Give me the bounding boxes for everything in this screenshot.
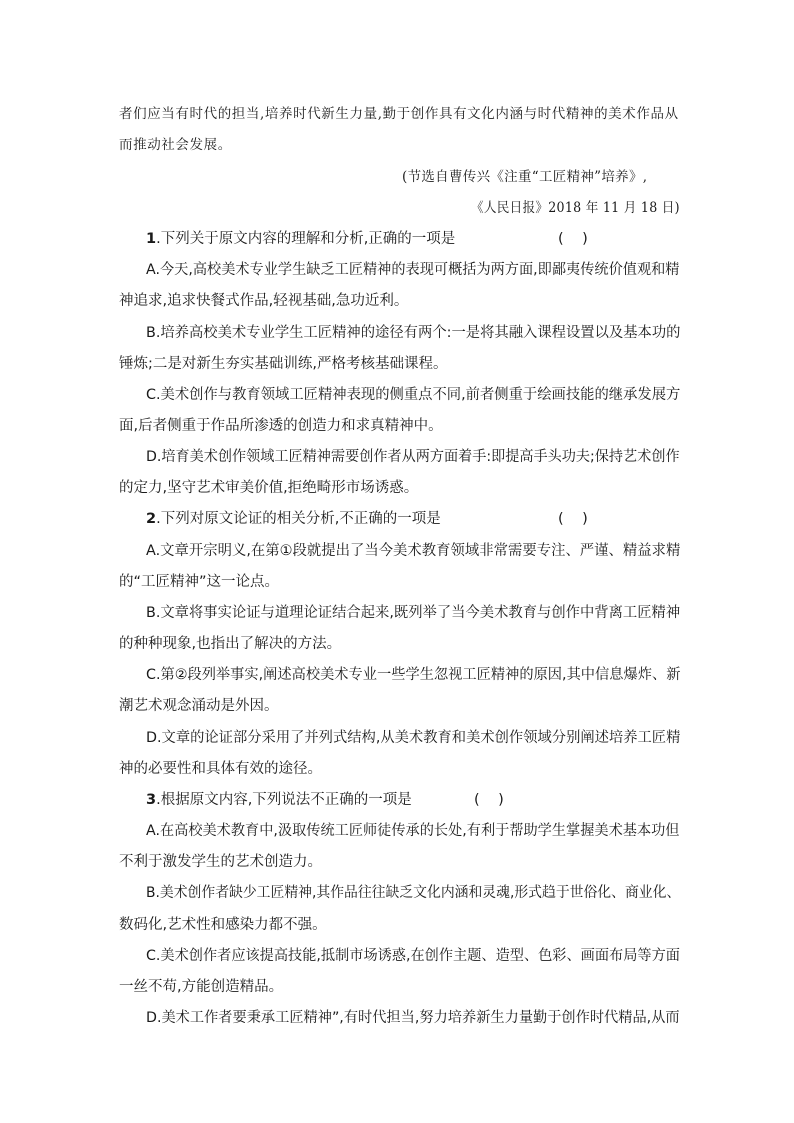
option-b: B.美术创作者缺少工匠精神,其作品往往缺乏文化内涵和灵魂,形式趋于世俗化、商业化、 — [146, 885, 681, 901]
question-text: .下列对原文论证的相关分析,不正确的一项是 — [156, 511, 441, 527]
question-number: 2 — [146, 511, 157, 527]
question-stem — [146, 229, 455, 249]
question-text: .下列关于原文内容的理解和分析,正确的一项是 — [156, 231, 456, 247]
question-stem — [146, 509, 441, 529]
option-a-cont: 不利于激发学生的艺术创造力。 — [119, 854, 322, 870]
question-number: 1 — [146, 231, 157, 247]
option-c: C.第②段列举事实,阐述高校美术专业一些学生忽视工匠精神的原因,其中信息爆炸、新 — [146, 667, 681, 683]
option-d: D.美术工作者要秉承工匠精神”,有时代担当,努力培养新生力量勤于创作时代精品,从而 — [146, 1010, 680, 1026]
passage-line: 者们应当有时代的担当,培养时代新生力量,勤于创作具有文化内涵与时代精神的美术作品从 — [119, 106, 679, 122]
question-text: .根据原文内容,下列说法不正确的一项是 — [156, 792, 412, 808]
option-c-cont: 面,后者侧重于作品所渗透的创造力和求真精神中。 — [119, 418, 443, 434]
answer-blank[interactable]: ( ) — [558, 231, 588, 247]
passage-line: 而推动社会发展。 — [119, 137, 232, 153]
option-d-cont: 的定力,坚守艺术审美价值,拒绝畸形市场诱惑。 — [119, 480, 419, 496]
option-c-cont: 一丝不苟,方能创造精品。 — [119, 979, 284, 995]
option-b: B.培养高校美术专业学生工匠精神的途径有两个:一是将其融入课程设置以及基本功的 — [146, 325, 681, 341]
source-citation: 《人民日报》2018 年 11 月 18 日) — [471, 200, 680, 216]
option-c: C.美术创作与教育领域工匠精神表现的侧重点不同,前者侧重于绘画技能的继承发展方 — [146, 387, 681, 403]
option-a-cont: 神追求,追求快餐式作品,轻视基础,急功近利。 — [119, 293, 409, 309]
option-c-cont: 潮艺术观念涌动是外因。 — [119, 698, 279, 714]
question-stem — [146, 790, 412, 810]
option-a: A.今天,高校美术专业学生缺乏工匠精神的表现可概括为两方面,即鄙夷传统价值观和精 — [146, 262, 680, 278]
question-number: 3 — [146, 792, 157, 808]
option-b-cont: 数码化,艺术性和感染力都不强。 — [119, 917, 327, 933]
option-d-cont: 神的必要性和具体有效的途径。 — [119, 761, 322, 777]
option-d: D.培育美术创作领域工匠精神需要创作者从两方面着手:即提高手头功夫;保持艺术创作 — [146, 449, 680, 465]
option-b: B.文章将事实论证与道理论证结合起来,既列举了当今美术教育与创作中背离工匠精神 — [146, 605, 681, 621]
option-a-cont: 的“工匠精神”这一论点。 — [119, 574, 280, 590]
answer-blank[interactable]: ( ) — [474, 792, 504, 808]
option-a: A.文章开宗明义,在第①段就提出了当今美术教育领域非常需要专注、严谨、精益求精 — [146, 543, 681, 559]
option-a: A.在高校美术教育中,汲取传统工匠师徒传承的长处,有利于帮助学生掌握美术基本功但 — [146, 823, 680, 839]
option-b-cont: 锤炼;二是对新生夯实基础训练,严格考核基础课程。 — [119, 356, 448, 372]
source-citation: (节选自曹传兴《注重“工匠精神”培养》, — [402, 169, 648, 185]
answer-blank[interactable]: ( ) — [558, 511, 588, 527]
option-c: C.美术创作者应该提高技能,抵制市场诱惑,在创作主题、造型、色彩、画面布局等方面 — [146, 948, 680, 964]
option-d: D.文章的论证部分采用了并列式结构,从美术教育和美术创作领域分别阐述培养工匠精 — [146, 730, 681, 746]
option-b-cont: 的种种现象,也指出了解决的方法。 — [119, 636, 342, 652]
